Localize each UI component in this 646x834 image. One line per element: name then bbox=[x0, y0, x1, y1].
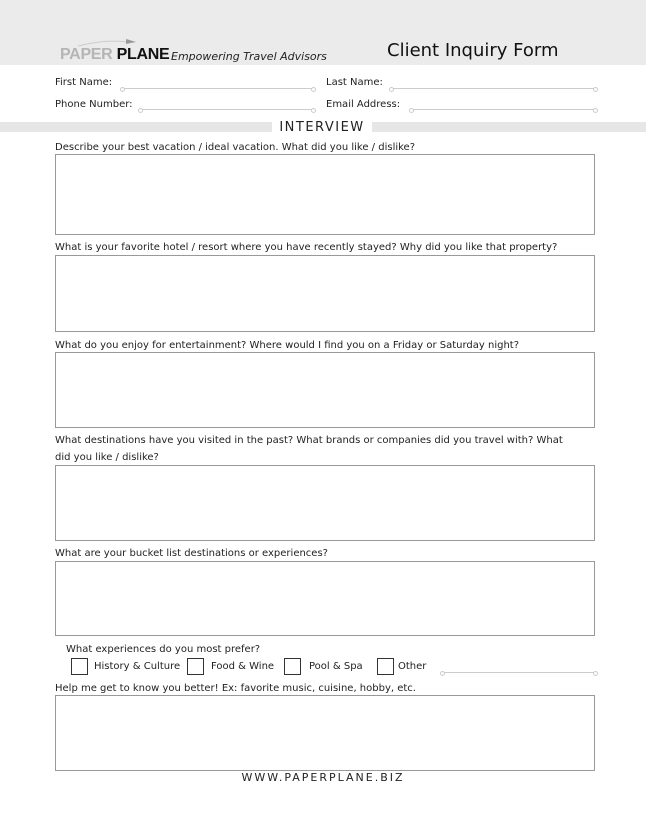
last-name-field[interactable] bbox=[392, 88, 595, 89]
question-label: What is your favorite hotel / resort where you have recently stayed? Why did you like that property? bbox=[55, 242, 558, 253]
section-title: INTERVIEW bbox=[272, 120, 372, 135]
answer-box-6[interactable] bbox=[55, 695, 595, 771]
email-field[interactable] bbox=[412, 109, 595, 110]
question-label-cont: did you like / dislike? bbox=[55, 452, 159, 463]
checkbox-other[interactable] bbox=[377, 658, 394, 675]
first-name-field[interactable] bbox=[123, 88, 313, 89]
option-label: Food & Wine bbox=[211, 661, 275, 672]
phone-field[interactable] bbox=[141, 109, 313, 110]
option-label: Other bbox=[398, 661, 427, 672]
answer-box-4[interactable] bbox=[55, 465, 595, 541]
footer-url: WWW.PAPERPLANE.BIZ bbox=[241, 771, 405, 784]
other-field[interactable] bbox=[443, 672, 595, 673]
option-label: Pool & Spa bbox=[309, 661, 363, 672]
answer-box-5[interactable] bbox=[55, 561, 595, 636]
answer-box-1[interactable] bbox=[55, 154, 595, 235]
experiences-label: What experiences do you most prefer? bbox=[66, 644, 261, 655]
checkbox-history[interactable] bbox=[71, 658, 88, 675]
question-label: What are your bucket list destinations or experiences? bbox=[55, 548, 328, 559]
logo: PAPER PLANE bbox=[60, 46, 170, 63]
email-label: Email Address: bbox=[326, 99, 401, 110]
question-label: Describe your best vacation / ideal vacation. What did you like / dislike? bbox=[55, 142, 416, 153]
question-label: What destinations have you visited in the past? What brands or companies did you travel with? What bbox=[55, 435, 563, 446]
tagline: Empowering Travel Advisors bbox=[171, 50, 327, 63]
checkbox-pool[interactable] bbox=[284, 658, 301, 675]
option-label: History & Culture bbox=[94, 661, 181, 672]
page-title: Client Inquiry Form bbox=[387, 40, 559, 61]
checkbox-food[interactable] bbox=[187, 658, 204, 675]
first-name-label: First Name: bbox=[55, 77, 113, 88]
last-name-label: Last Name: bbox=[326, 77, 383, 88]
answer-box-2[interactable] bbox=[55, 255, 595, 332]
answer-box-3[interactable] bbox=[55, 352, 595, 428]
question-label: Help me get to know you better! Ex: favorite music, cuisine, hobby, etc. bbox=[55, 683, 416, 694]
question-label: What do you enjoy for entertainment? Where would I find you on a Friday or Saturday night? bbox=[55, 340, 520, 351]
phone-label: Phone Number: bbox=[55, 99, 133, 110]
